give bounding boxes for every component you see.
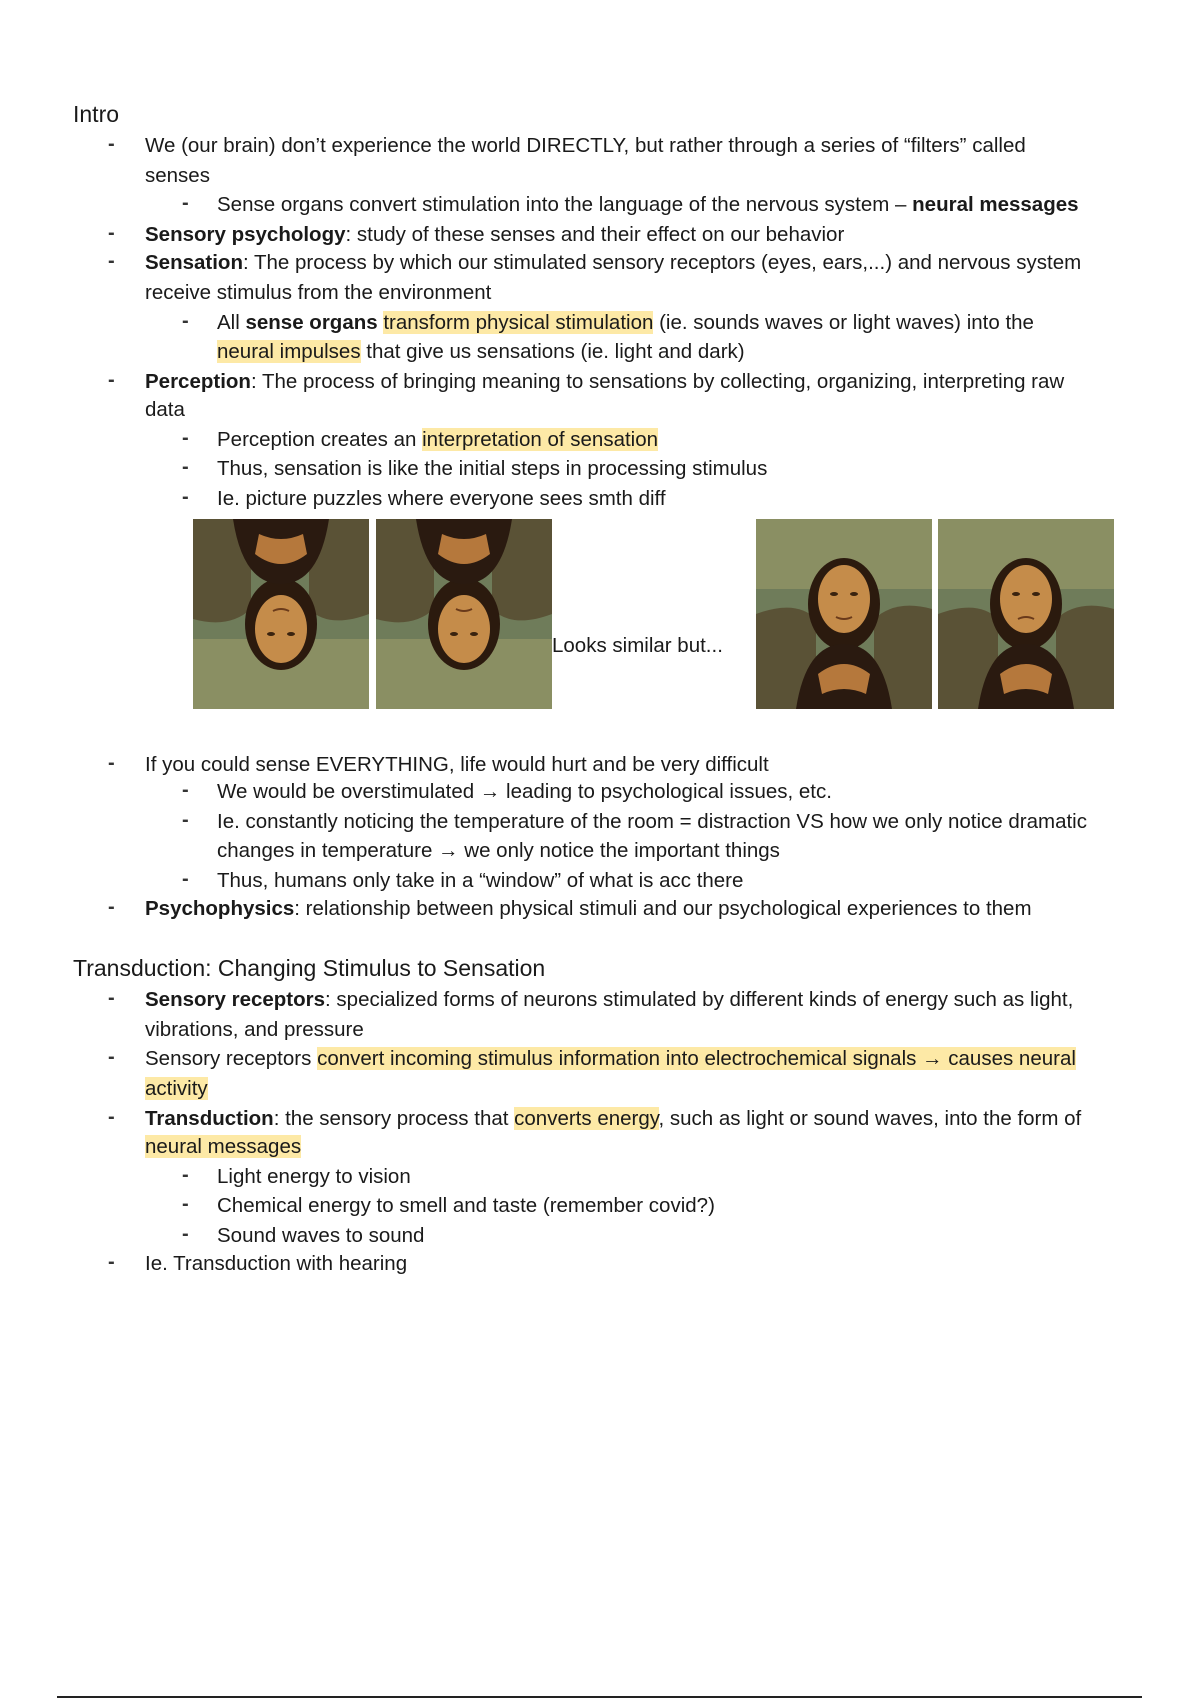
- bullet-marker: -: [182, 192, 189, 214]
- bullet-marker: -: [182, 779, 189, 801]
- sub-bullet-text: Chemical energy to smell and taste (remember covid?): [217, 1194, 715, 1217]
- sub-bullet-text: neural impulses that give us sensations (ie. light and dark): [217, 340, 745, 363]
- bullet-text: We (our brain) don’t experience the world DIRECTLY, but rather through a series of “filters” called: [145, 134, 1026, 157]
- bullet-marker: -: [108, 752, 115, 774]
- bullet-marker: -: [182, 809, 189, 831]
- bullet-marker: -: [108, 896, 115, 918]
- heading-transduction: Transduction: Changing Stimulus to Sensation: [73, 955, 546, 981]
- portrait-graphic: [756, 519, 932, 709]
- sub-bullet-text: Sound waves to sound: [217, 1224, 425, 1247]
- bullet-text: vibrations, and pressure: [145, 1018, 364, 1041]
- bullet-text: Sensation: The process by which our stimulated sensory receptors (eyes, ears,...) and nervous system: [145, 251, 1082, 274]
- sub-bullet-text: Ie. picture puzzles where everyone sees smth diff: [217, 487, 666, 510]
- highlight: activity: [145, 1077, 208, 1100]
- bullet-marker: -: [108, 222, 115, 244]
- bullet-marker: -: [108, 987, 115, 1009]
- bullet-text: senses: [145, 164, 210, 187]
- highlight: neural impulses: [217, 340, 361, 363]
- sub-bullet-text: Thus, humans only take in a “window” of what is acc there: [217, 869, 744, 892]
- mona-lisa-inverted-image: [193, 519, 369, 709]
- bullet-marker: -: [108, 1251, 115, 1273]
- bullet-text: Sensory psychology: study of these senses and their effect on our behavior: [145, 223, 845, 246]
- bullet-marker: -: [182, 1223, 189, 1245]
- sub-bullet-text: Perception creates an interpretation of sensation: [217, 428, 659, 451]
- mona-lisa-inverted-altered-image: [376, 519, 552, 709]
- portrait-graphic: [938, 519, 1114, 709]
- highlight: transform physical stimulation: [383, 311, 654, 334]
- sub-bullet-text: Sense organs convert stimulation into the language of the nervous system – neural messages: [217, 193, 1079, 216]
- bullet-text: Ie. Transduction with hearing: [145, 1252, 408, 1275]
- bullet-marker: -: [182, 486, 189, 508]
- bullet-text: receive stimulus from the environment: [145, 281, 492, 304]
- bullet-marker: -: [108, 1046, 115, 1068]
- sub-bullet-text: Light energy to vision: [217, 1165, 411, 1188]
- highlight: interpretation of sensation: [422, 428, 659, 451]
- mona-lisa-upright-image: [756, 519, 932, 709]
- sub-bullet-text: We would be overstimulated → leading to psychological issues, etc.: [217, 780, 832, 803]
- bullet-marker: -: [108, 250, 115, 272]
- bullet-marker: -: [182, 427, 189, 449]
- highlight: converts energy: [514, 1107, 659, 1130]
- portrait-graphic: [193, 519, 369, 709]
- page-bottom-rule: [57, 1696, 1142, 1698]
- portrait-graphic: [376, 519, 552, 709]
- bullet-marker: -: [108, 1106, 115, 1128]
- heading-intro: Intro: [73, 101, 120, 127]
- bullet-text: Sensory receptors convert incoming stimulus information into electrochemical signals → causes neural: [145, 1047, 1076, 1070]
- bullet-text: If you could sense EVERYTHING, life would hurt and be very difficult: [145, 753, 769, 776]
- bullet-marker: -: [182, 1193, 189, 1215]
- bullet-marker: -: [182, 456, 189, 478]
- bullet-text: Transduction: the sensory process that converts energy, such as light or sound waves, into the form of: [145, 1107, 1082, 1130]
- sub-bullet-text: changes in temperature → we only notice the important things: [217, 839, 780, 862]
- bullet-text: Sensory receptors: specialized forms of neurons stimulated by different kinds of energy such as light,: [145, 988, 1074, 1011]
- mona-lisa-upright-altered-image: [938, 519, 1114, 709]
- bullet-marker: -: [182, 868, 189, 890]
- bullet-marker: -: [182, 1164, 189, 1186]
- sub-bullet-text: Thus, sensation is like the initial steps in processing stimulus: [217, 457, 768, 480]
- bullet-marker: -: [108, 133, 115, 155]
- bullet-text: data: [145, 398, 185, 421]
- sub-bullet-text: Ie. constantly noticing the temperature of the room = distraction VS how we only notice dramatic: [217, 810, 1087, 833]
- sub-bullet-text: All sense organs transform physical stimulation (ie. sounds waves or light waves) into the: [217, 311, 1034, 334]
- highlight: neural messages: [145, 1135, 302, 1158]
- bullet-marker: -: [108, 369, 115, 391]
- bullet-text: [145, 1134, 301, 1160]
- bullet-text: Perception: The process of bringing meaning to sensations by collecting, organizing, interpreting raw: [145, 370, 1065, 393]
- bullet-text: [145, 1076, 208, 1102]
- highlight: convert incoming stimulus information into electrochemical signals → causes neural: [317, 1047, 1076, 1070]
- bullet-text: Psychophysics: relationship between physical stimuli and our psychological experiences to them: [145, 897, 1032, 920]
- image-caption: Looks similar but...: [552, 634, 723, 657]
- bullet-marker: -: [182, 310, 189, 332]
